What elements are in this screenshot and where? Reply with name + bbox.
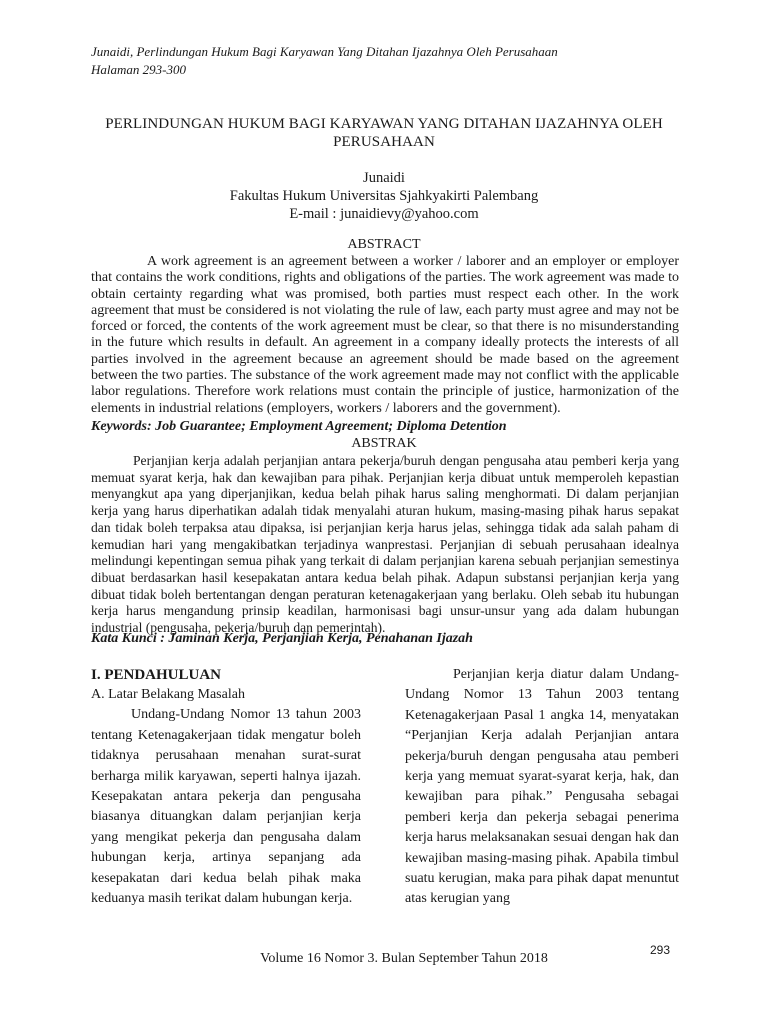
section-heading: I. PENDAHULUAN bbox=[91, 667, 222, 683]
body-paragraph-right: Perjanjian kerja diatur dalam Undang-Undang Nomor 13 Tahun 2003 tentang Ketenagakerjaan Pasal 1 angka 14, menyatakan “Perjanjian Kerja adalah Perjanjian antara pekerja/buruh dengan pengusaha atau pemberi kerja yang memuat syarat-syarat kerja, hak, dan kewajiban para pihak.” Pengusaha sebagai pemberi kerja dan pekerja sebagai penerima kerja harus melaksanakan sesuai dengan hak dan kewajiban masing-masing pihak. Apabila timbul suatu kerugian, maka para pihak dapat menuntut atas kerugian yang bbox=[405, 667, 679, 907]
kata-kunci: Kata Kunci : Jaminan Kerja, Perjanjian Kerja, Penahanan Ijazah bbox=[91, 631, 473, 646]
paper-title: PERLINDUNGAN HUKUM BAGI KARYAWAN YANG DITAHAN IJAZAHNYA OLEH PERUSAHAAN bbox=[105, 116, 663, 150]
left-column bbox=[91, 665, 361, 909]
abstrak-text: Perjanjian kerja adalah perjanjian antara pekerja/buruh dengan pengusaha atau pemberi kerja yang memuat syarat kerja, hak dan kewajiban para pihak. Perjanjian kerja dibuat untuk memperoleh kepastian menyangkut apa yang diperjanjikan, kedua belah pihak harus saling menghormati. Di dalam perjanjian kerja yang harus diperhatikan adalah tidak menyalahi aturan hukum, masing-masing pihak harus sepakat dan tidak boleh terpaksa atau dipaksa, isi perjanjian kerja harus jelas, sehingga tidak ada salah paham di kemudian hari yang mengakibatkan terjadinya wanprestasi. Perjanjian di sebuah perusahaan idealnya melindungi kepentingan semua pihak yang terkait di dalam perjanjian karena sebuah perjanjian semestinya dibuat berdasarkan hasil kesepakatan antara kedua belah pihak. Adapun substansi perjanjian kerja yang dibuat tidak boleh bertentangan dengan peraturan ketenagakerjaan yang berlaku. Oleh sebab itu hubungan kerja harus mengandung prinsip keadilan, harmonisasi bagi unsur-unsur yang ada dalam hubungan industrial (pengusaha, pekerja/buruh dan pemerintah). bbox=[91, 453, 679, 636]
page-number: 293 bbox=[650, 943, 671, 957]
right-column bbox=[405, 665, 679, 910]
abstrak-heading: ABSTRAK bbox=[351, 436, 417, 451]
footer-volume: Volume 16 Nomor 3. Bulan September Tahun 2018 bbox=[260, 951, 548, 966]
author-name: Junaidi bbox=[363, 170, 405, 186]
author-email: E-mail : junaidievy@yahoo.com bbox=[289, 206, 479, 222]
running-head-pages: Halaman 293-300 bbox=[91, 62, 186, 77]
author-affiliation: Fakultas Hukum Universitas Sjahkyakirti Palembang bbox=[229, 188, 539, 204]
author-block bbox=[60, 169, 708, 223]
body-paragraph-left: Undang-Undang Nomor 13 tahun 2003 tentang Ketenagakerjaan tidak mengatur boleh tidaknya perusahaan menahan surat-surat berharga milik karyawan, seperti halnya ijazah. Kesepakatan antara pekerja dan pengusaha biasanya dituangkan dalam perjanjian kerja yang mengikat pekerja dan pengusaha dalam hubungan kerja, artinya sepanjang ada kesepakatan dari kedua belah pihak maka keduanya masih terikat dalam hubungan kerja. bbox=[91, 707, 361, 907]
abstract-heading: ABSTRACT bbox=[347, 237, 421, 252]
running-head bbox=[91, 43, 691, 79]
running-head-citation: Junaidi, Perlindungan Hukum Bagi Karyawan Yang Ditahan Ijazahnya Oleh Perusahaan bbox=[91, 44, 558, 59]
keywords: Keywords: Job Guarantee; Employment Agreement; Diploma Detention bbox=[91, 419, 507, 434]
subsection-heading: A. Latar Belakang Masalah bbox=[91, 687, 245, 702]
abstract-text: A work agreement is an agreement between a worker / laborer and an employer or employer that contains the work conditions, rights and obligations of the parties. The work agreement was made to obtain certainty regarding what was promised, both parties must respect each other. In the work agreement that must be considered is not violating the rule of law, each party must agree and may not be forced or forced, the contents of the work agreement must be clear, so that there is no misunderstanding in the future which results in default. An agreement in a company ideally protects the interests of all parties involved in the agreement because an agreement should be made based on the agreement between the two parties. The substance of the work agreement made may not conflict with the applicable labor regulations. Therefore work relations must contain the principle of justice, harmonization of the elements in industrial relations (employers, workers / laborers and the government). bbox=[91, 254, 679, 416]
